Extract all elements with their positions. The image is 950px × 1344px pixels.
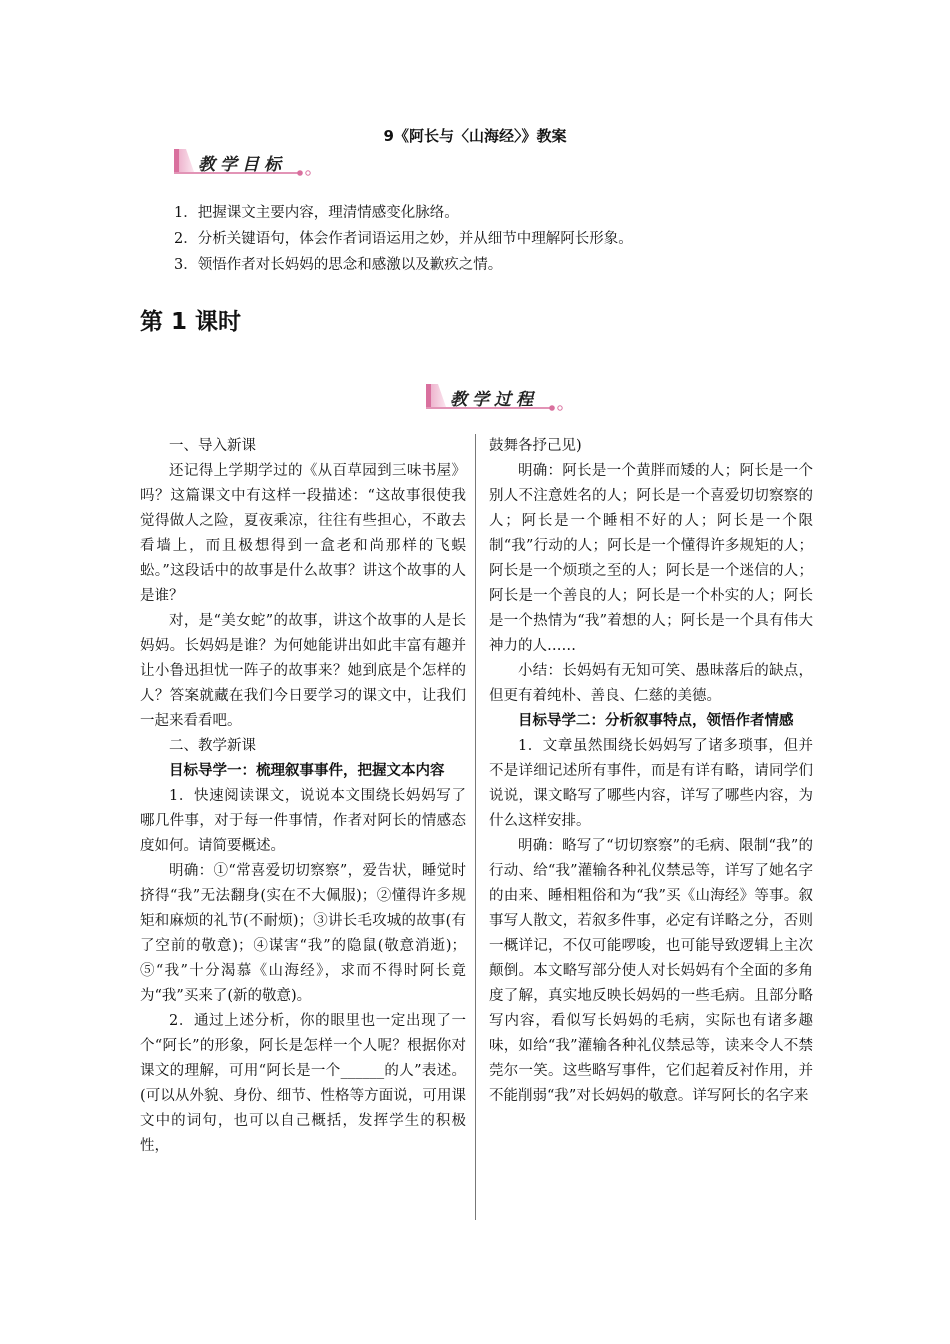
lesson-title: 第 1 课时 [140,309,242,335]
left-column [140,434,466,1159]
banner-goals-label: 教学目标 [198,155,286,175]
summary-paragraph: 小结：长妈妈有无知可笑、愚昧落后的缺点，但更有着纯朴、善良、仁慈的美德。 [489,663,813,704]
paragraph: 明确：略写了“切切察察”的毛病、限制“我”的行动、给“我”灌输各种礼仪禁忌等，详写了她名字的由来、睡相粗俗和为“我”买《山海经》等事。叙事写人散文，若叙多件事，必定有详略之分，否则一概详记，不仅可能啰唆，也可能导致逻辑上主次颠倒。本文略写部分使人对长妈妈有个全面的多角度了解，真实地反映长妈妈的一些毛病。且部分略写内容，看似写长妈妈的毛病，实际也有诸多趣味，如给“我”灌输各种礼仪禁忌等，读来令人不禁莞尔一笑。这些略写事件，它们起着反衬作用，并不能削弱“我”对长妈妈的敬意。详写阿长的名字来 [489,838,813,1104]
section-banner-goals [172,146,312,186]
column-divider [475,434,476,1220]
paragraph: 明确：①“常喜爱切切察察”，爱告状，睡觉时挤得“我”无法翻身(实在不大佩服)；②懂得许多规矩和麻烦的礼节(不耐烦)；③讲长毛攻城的故事(有了空前的敬意)；④谋害“我”的隐鼠(敬意消逝)；⑤“我”十分渴慕《山海经》，求而不得时阿长竟为“我”买来了(新的敬意)。 [140,863,466,1004]
goal-item: 2．分析关键语句，体会作者词语运用之妙，并从细节中理解阿长形象。 [174,231,633,247]
paragraph: 明确：阿长是一个黄胖而矮的人；阿长是一个别人不注意姓名的人；阿长是一个喜爱切切察察的人；阿长是一个睡相不好的人；阿长是一个限制“我”行动的人；阿长是一个懂得许多规矩的人；阿长是一个烦琐之至的人；阿长是一个迷信的人；阿长是一个善良的人；阿长是一个朴实的人；阿长是一个热情为“我”着想的人；阿长是一个具有伟大神力的人…… [489,463,813,654]
objective-heading: 目标导学二：分析叙事特点，领悟作者情感 [518,713,794,729]
goals-list [174,200,874,278]
section-heading: 二、教学新课 [169,738,256,754]
banner-process-label: 教学过程 [450,390,538,410]
goal-item: 3．领悟作者对长妈妈的思念和感激以及歉疚之情。 [174,257,503,273]
goal-item: 1．把握课文主要内容，理清情感变化脉络。 [174,205,459,221]
paragraph: 1．文章虽然围绕长妈妈写了诸多琐事，但并不是详细记述所有事件，而是有详有略，请同学们说说，课文略写了哪些内容，详写了哪些内容，为什么这样安排。 [489,738,813,829]
paragraph: 还记得上学期学过的《从百草园到三味书屋》吗？这篇课文中有这样一段描述：“这故事很使我觉得做人之险，夏夜乘凉，往往有些担心，不敢去看墙上，而且极想得到一盒老和尚那样的飞蜈蚣。”这段话中的故事是什么故事？讲这个故事的人是谁？ [140,463,466,604]
paragraph: 1．快速阅读课文，说说本文围绕长妈妈写了哪几件事，对于每一件事情，作者对阿长的情感态度如何。请简要概述。 [140,788,466,854]
section-banner-process [424,381,564,421]
right-column [489,434,813,1109]
page-title: 9《阿长与〈山海经〉》教案 [383,127,567,145]
paragraph: 2．通过上述分析，你的眼里也一定出现了一个“阿长”的形象，阿长是怎样一个人呢？根据你对课文的理解，可用“阿长是一个______的人”表述。(可以从外貌、身份、细节、性格等方面说，可用课文中的词句，也可以自己概括，发挥学生的积极性， [140,1013,466,1154]
paragraph: 对，是“美女蛇”的故事，讲这个故事的人是长妈妈。长妈妈是谁？为何她能讲出如此丰富有趣并让小鲁迅担忧一阵子的故事来？她到底是个怎样的人？答案就藏在我们今日要学习的课文中，让我们一起来看看吧。 [140,613,466,729]
section-heading: 一、导入新课 [169,438,256,454]
paragraph: 鼓舞各抒己见) [489,438,582,454]
objective-heading: 目标导学一：梳理叙事事件，把握文本内容 [169,763,445,779]
